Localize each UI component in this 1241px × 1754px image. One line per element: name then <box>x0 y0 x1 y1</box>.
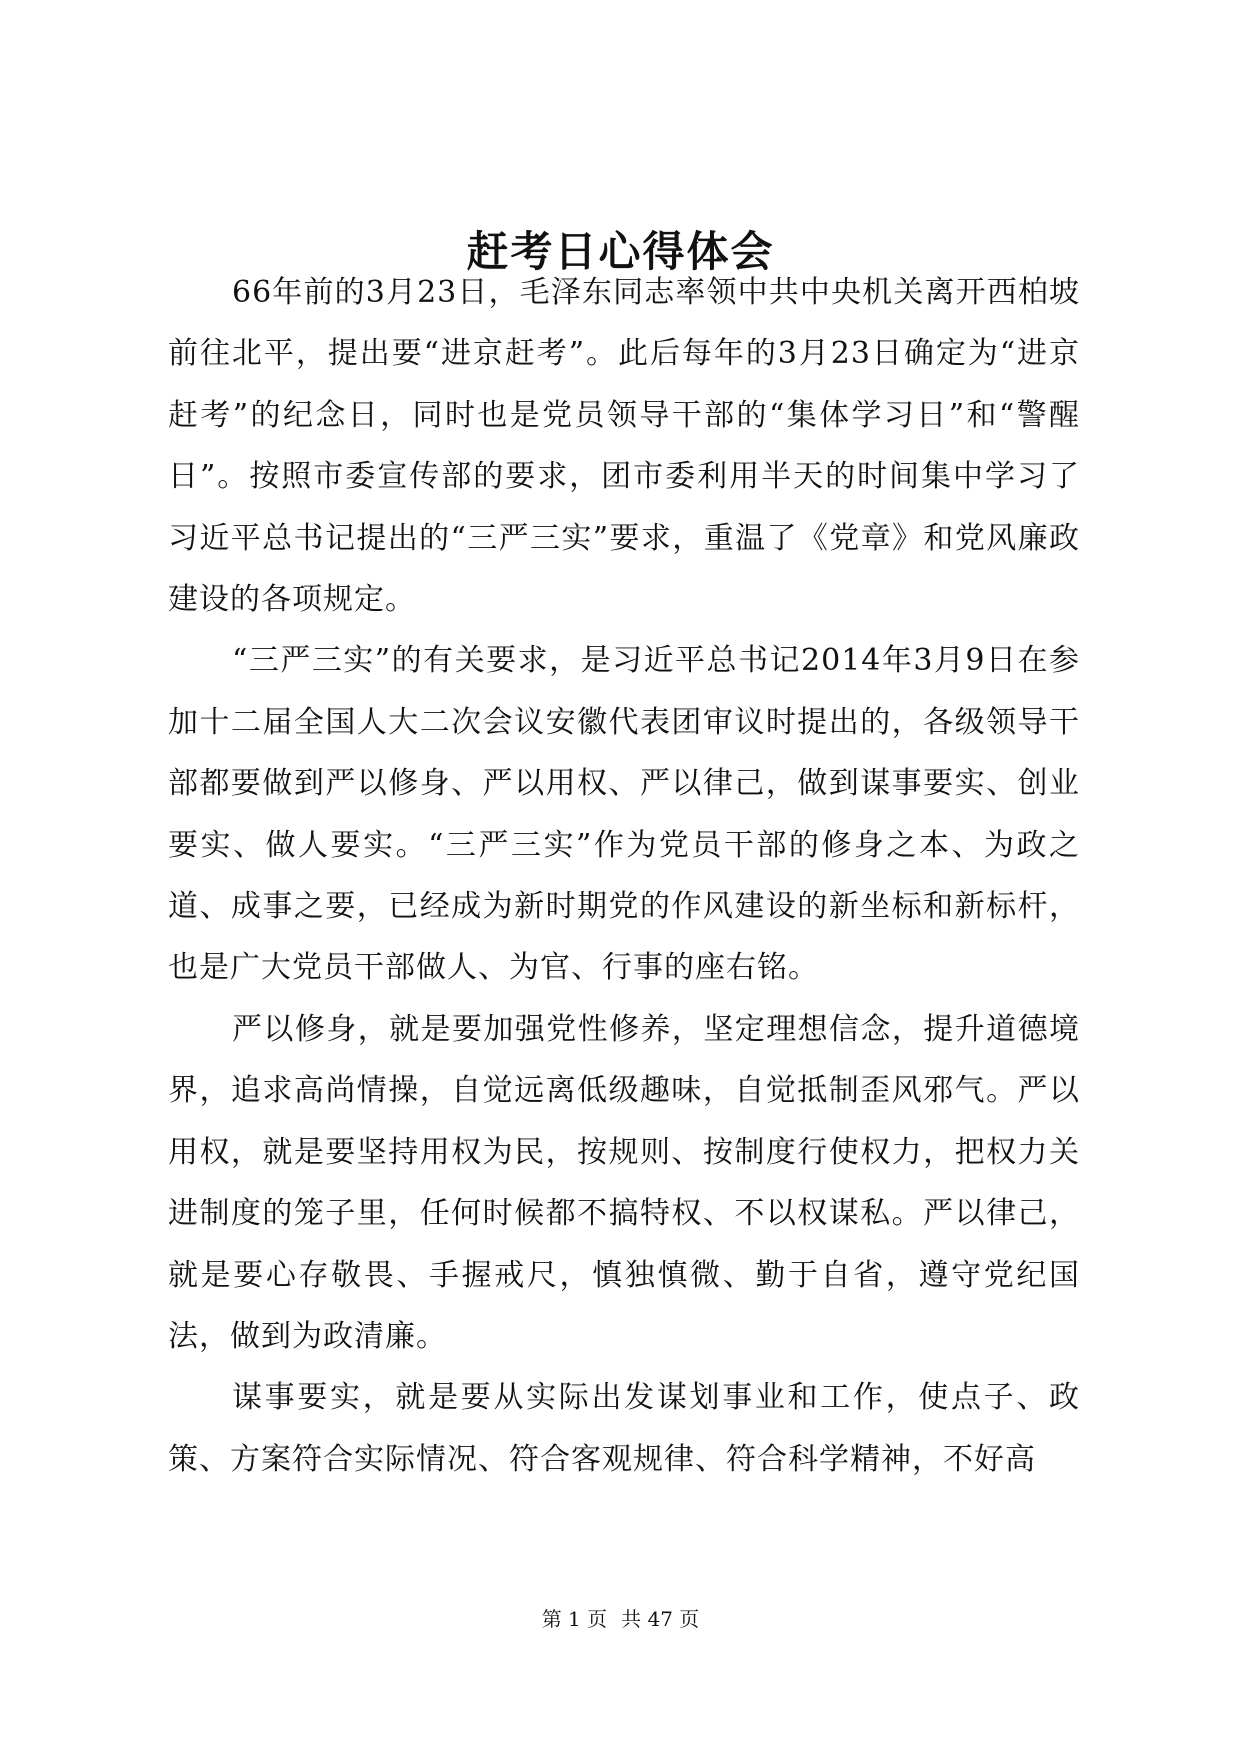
paragraph-1: 66年前的3月23日，毛泽东同志率领中共中央机关离开西柏坡前往北平，提出要“进京赶考”。此后每年的3月23日确定为“进京赶考”的纪念日，同时也是党员领导干部的“集体学习日”和“警醒日”。按照市委宣传部的要求，团市委利用半天的时间集中学习了习近平总书记提出的“三严三实”要求，重温了《党章》和党风廉政建设的各项规定。 <box>168 275 1080 618</box>
paragraph-3: 严以修身，就是要加强党性修养，坚定理想信念，提升道德境界，追求高尚情操，自觉远离低级趣味，自觉抵制歪风邪气。严以用权，就是要坚持用权为民，按规则、按制度行使权力，把权力关进制度的笼子里，任何时候都不搞特权、不以权谋私。严以律己，就是要心存敬畏、手握戒尺，慎独慎微、勤于自省，遵守党纪国法，做到为政清廉。 <box>168 1011 1080 1354</box>
document-title: 赶考日心得体会 <box>466 227 775 276</box>
paragraph-4: 谋事要实，就是要从实际出发谋划事业和工作，使点子、政策、方案符合实际情况、符合客观规律、符合科学精神，不好高 <box>168 1380 1080 1477</box>
page-number-total: 共 47 页 <box>621 1607 700 1631</box>
document-body <box>168 262 1080 1490</box>
page-footer <box>0 1605 1241 1633</box>
paragraph-2: “三严三实”的有关要求，是习近平总书记2014年3月9日在参加十二届全国人大二次会议安徽代表团审议时提出的，各级领导干部都要做到严以修身、严以用权、严以律己，做到谋事要实、创业要实、做人要实。“三严三实”作为党员干部的修身之本、为政之道、成事之要，已经成为新时期党的作风建设的新坐标和新标杆，也是广大党员干部做人、为官、行事的座右铭。 <box>168 643 1080 986</box>
page-number-current: 第 1 页 <box>541 1607 608 1631</box>
